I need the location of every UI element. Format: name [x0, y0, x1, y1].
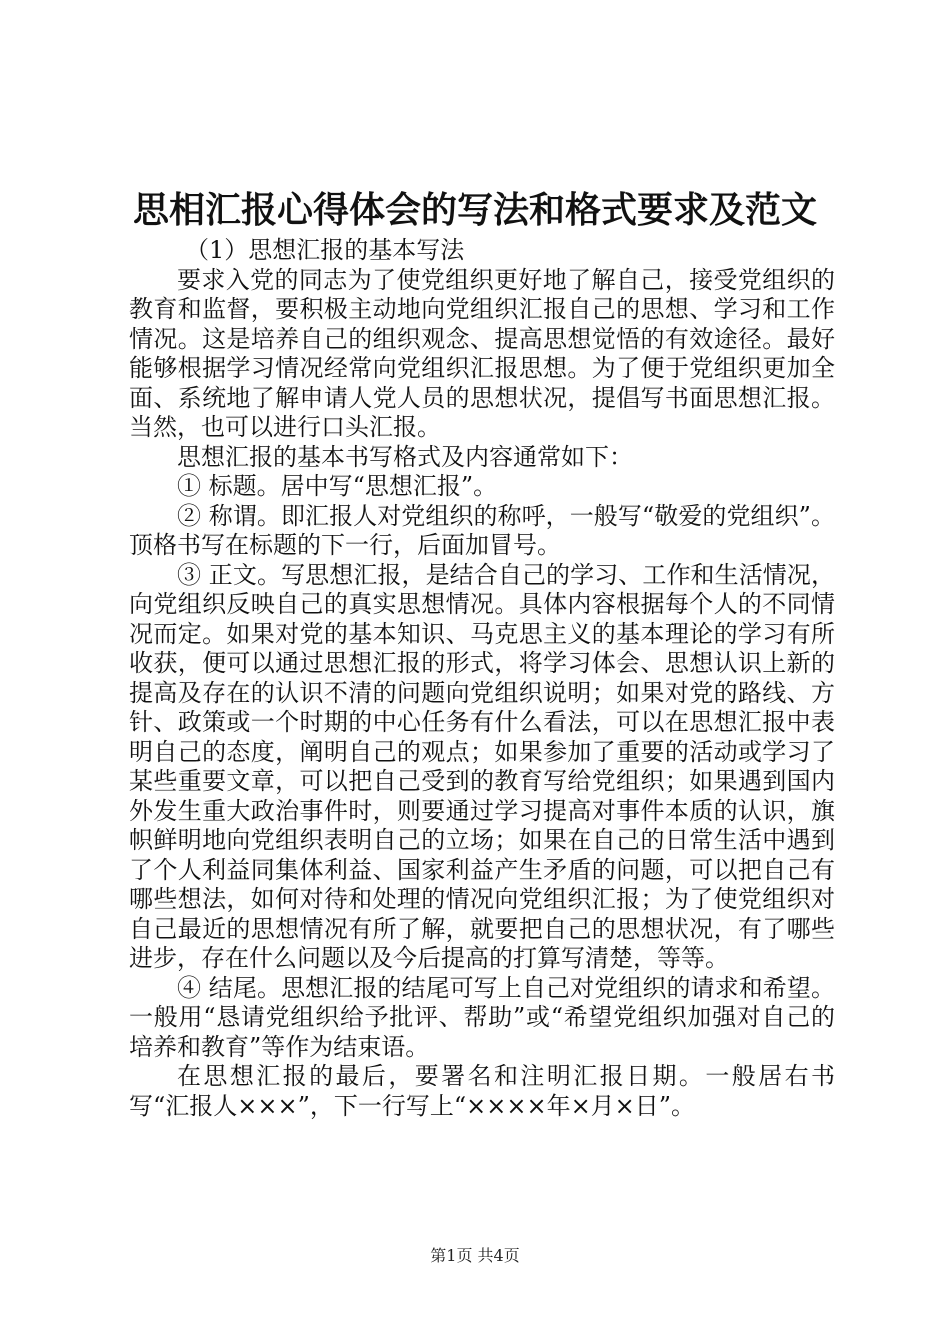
paragraph-signature-note: 在思想汇报的最后，要署名和注明汇报日期。一般居右书写“汇报人×××”，下一行写上“××××年×月×日”。 [129, 1062, 835, 1120]
section-heading: （1）思想汇报的基本写法 [185, 236, 465, 264]
document-body [129, 236, 835, 1121]
page-number-footer: 第1页 共4页 [430, 1246, 520, 1265]
paragraph-format-intro: 思想汇报的基本书写格式及内容通常如下： [177, 442, 633, 471]
paragraph-intro: 要求入党的同志为了使党组织更好地了解自己，接受党组织的教育和监督，要积极主动地向党组织汇报自己的思想、学习和工作情况。这是培养自己的组织观念、提高思想觉悟的有效途径。最好能够根据学习情况经常向党组织汇报思想。为了便于党组织更加全面、系统地了解申请人党人员的思想状况，提倡写书面思想汇报。当然，也可以进行口头汇报。 [129, 265, 835, 441]
paragraph-item-title: ① 标题。居中写“思想汇报”。 [177, 472, 498, 500]
paragraph-item-body: ③ 正文。写思想汇报，是结合自己的学习、工作和生活情况，向党组织反映自己的真实思想情况。具体内容根据每个人的不同情况而定。如果对党的基本知识、马克思主义的基本理论的学习有所收获，便可以通过思想汇报的形式，将学习体会、思想认识上新的提高及存在的认识不清的问题向党组织说明；如果对党的路线、方针、政策或一个时期的中心任务有什么看法，可以在思想汇报中表明自己的态度，阐明自己的观点；如果参加了重要的活动或学习了某些重要文章，可以把自己受到的教育写给党组织；如果遇到国内外发生重大政治事件时，则要通过学习提高对事件本质的认识，旗帜鲜明地向党组织表明自己的立场；如果在自己的日常生活中遇到了个人利益同集体利益、国家利益产生矛盾的问题，可以把自己有哪些想法，如何对待和处理的情况向党组织汇报；为了使党组织对自己最近的思想情况有所了解，就要把自己的思想状况，有了哪些进步，存在什么问题以及今后提高的打算写清楚，等等。 [129, 560, 835, 972]
document-title: 思相汇报心得体会的写法和格式要求及范文 [132, 189, 817, 231]
paragraph-item-ending: ④ 结尾。思想汇报的结尾可写上自己对党组织的请求和希望。一般用“恳请党组织给予批评、帮助”或“希望党组织加强对自己的培养和教育”等作为结束语。 [129, 973, 835, 1061]
paragraph-item-salutation: ② 称谓。即汇报人对党组织的称呼，一般写“敬爱的党组织”。顶格书写在标题的下一行，后面加冒号。 [129, 501, 835, 559]
